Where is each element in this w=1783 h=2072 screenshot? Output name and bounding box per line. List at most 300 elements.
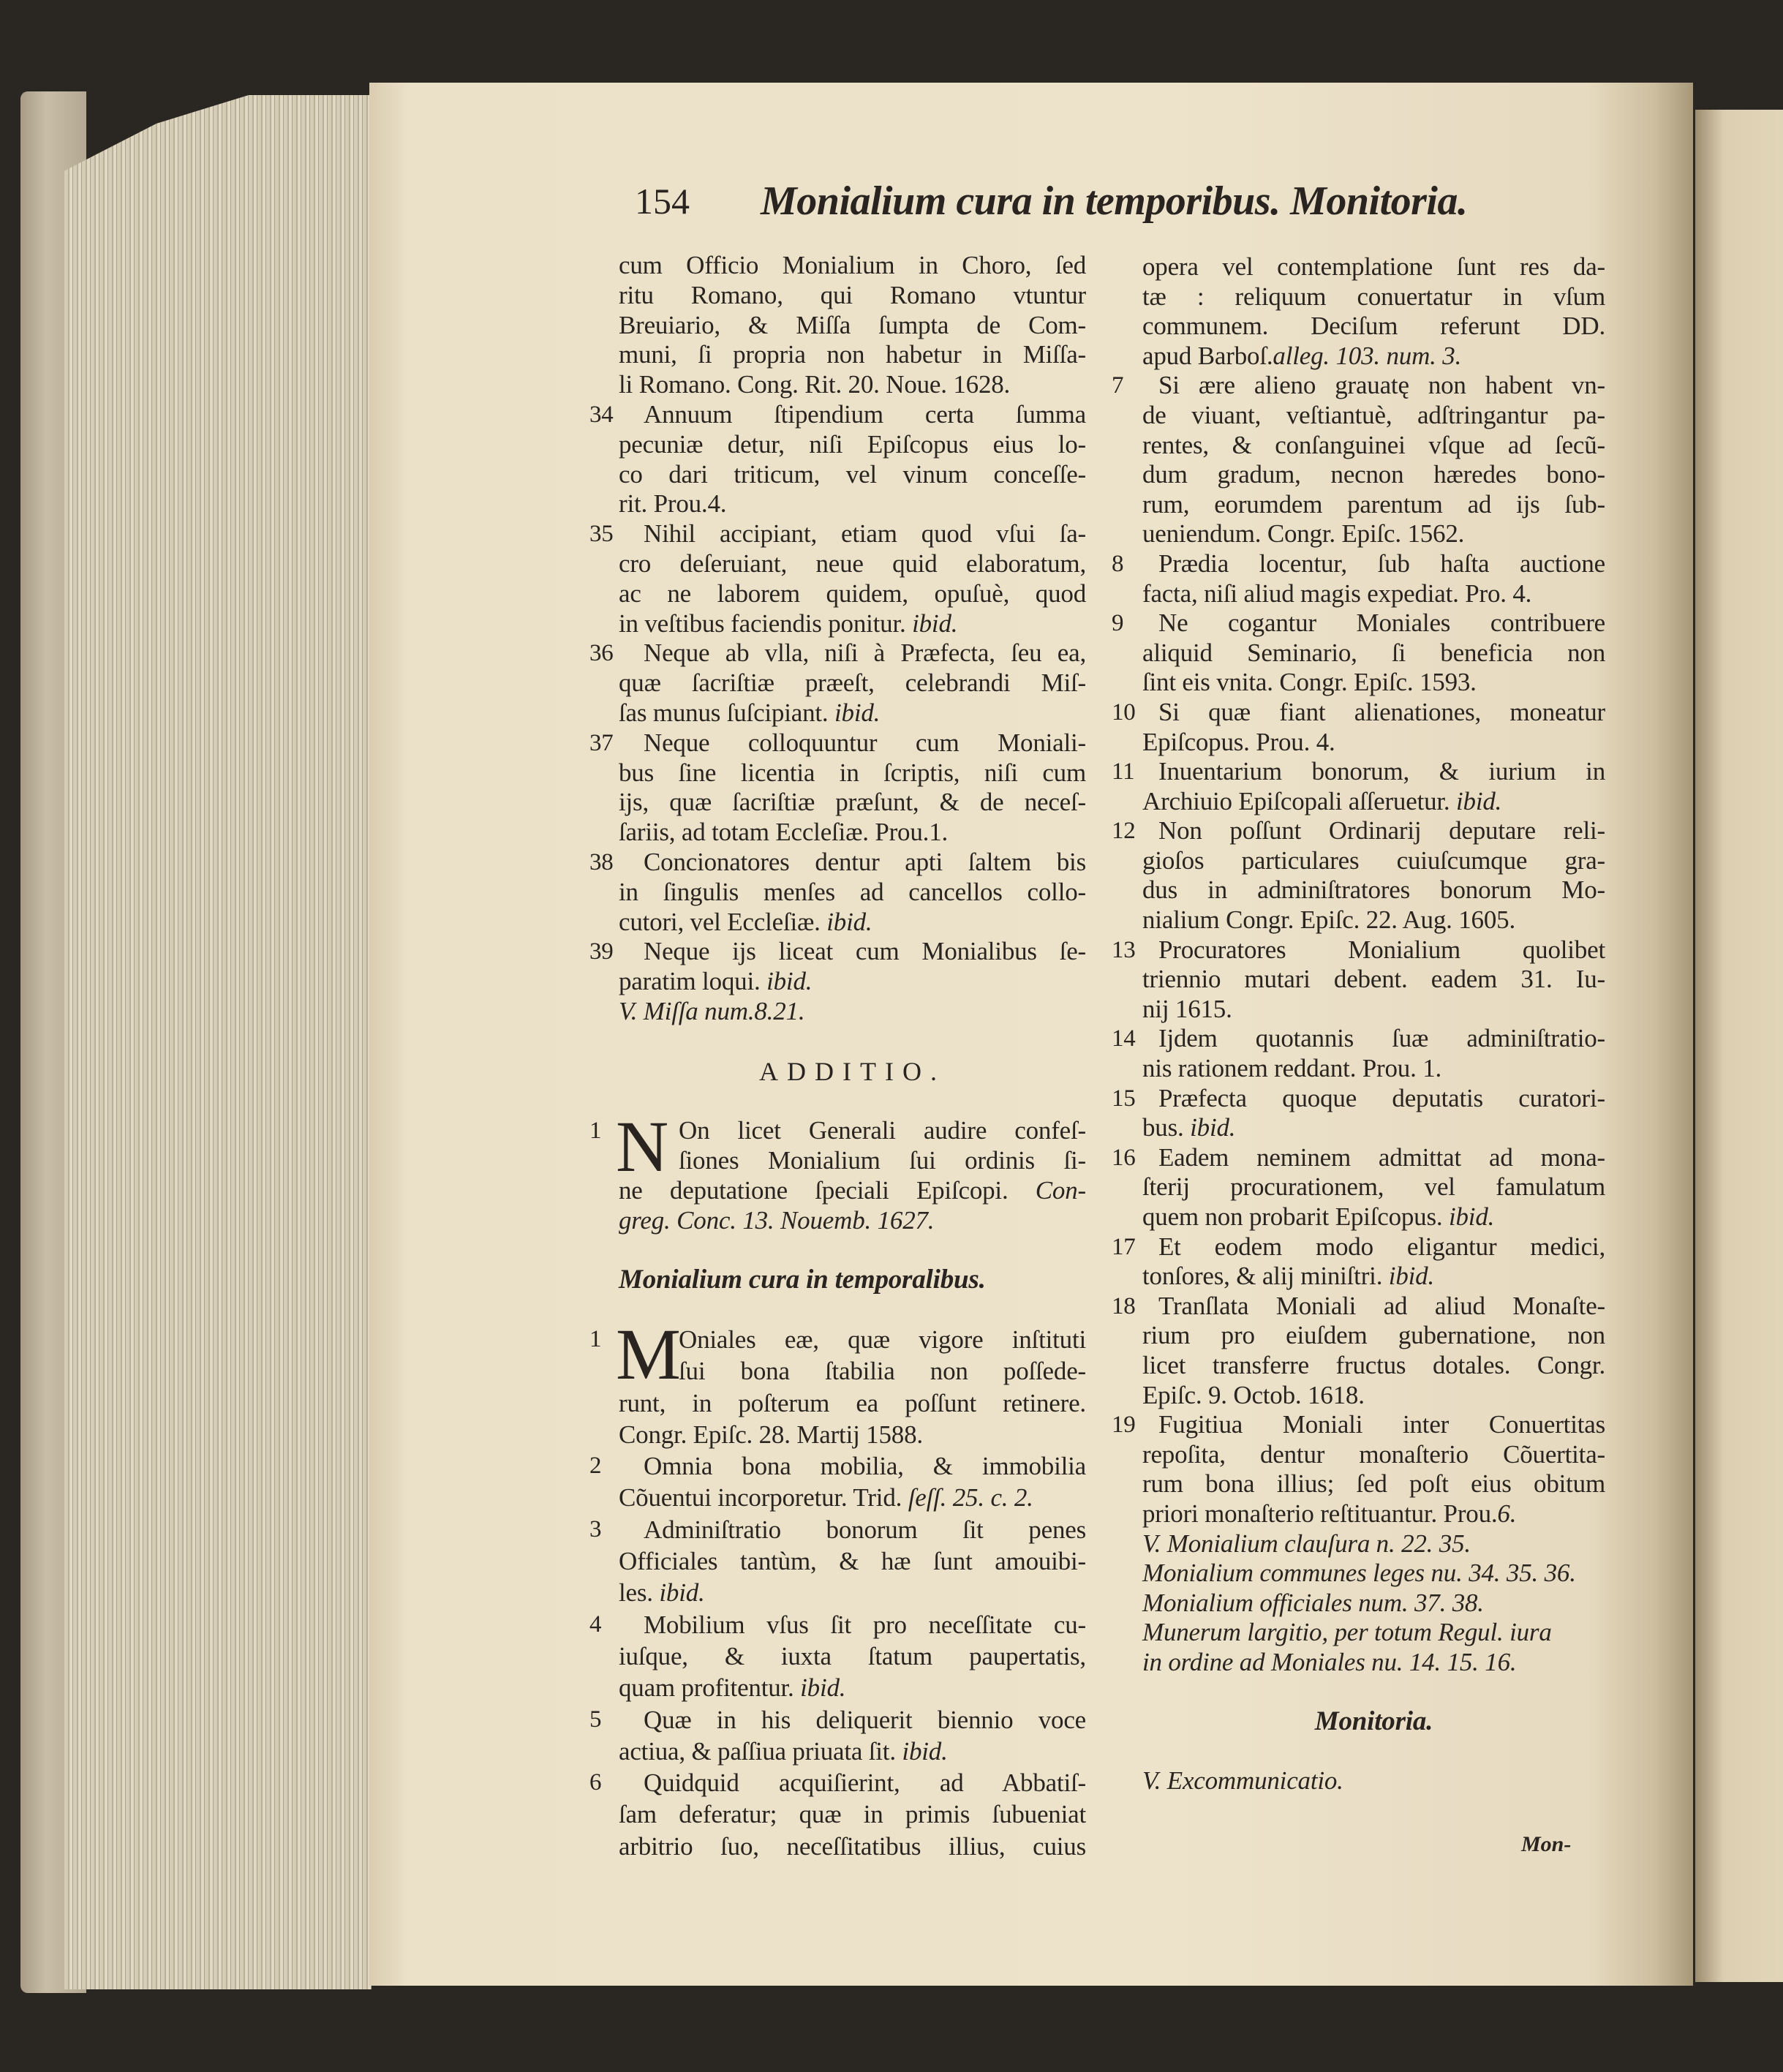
line-text	[619, 997, 804, 1025]
roman-text: ac ne laborem quidem, opuſuè, quod	[619, 579, 1086, 608]
text-line	[1142, 401, 1605, 431]
text-line	[619, 281, 1086, 311]
line-text	[1158, 1143, 1605, 1172]
line-text	[644, 937, 1086, 965]
roman-text: opera vel contemplatione ſunt res da-	[1142, 252, 1605, 281]
text-line	[589, 1767, 1086, 1798]
roman-text: ſariis, ad totam Eccleſiæ. Prou.1.	[619, 818, 949, 847]
roman-text: apud Barboſ.	[1142, 341, 1273, 370]
text-line	[619, 1736, 1086, 1767]
line-text	[679, 1325, 1086, 1354]
line-text	[1158, 1410, 1605, 1439]
italic-text: ibid.	[760, 967, 813, 996]
roman-text: quem non probarit Epiſcopus.	[1142, 1202, 1443, 1231]
roman-text: Breuiario, & Miſſa ſumpta de Com-	[619, 310, 1086, 339]
text-line	[1142, 787, 1605, 817]
item-number: 39	[589, 938, 614, 965]
roman-text: co dari triticum, vel vinum conceſſe-	[619, 459, 1086, 489]
roman-text: rum bona illius; ſed poſt eius obitum	[1142, 1469, 1605, 1499]
roman-text: Ne cogantur Moniales contribuere	[1158, 609, 1605, 638]
line-text	[619, 908, 872, 936]
line-text	[619, 1547, 1086, 1575]
line-text	[1142, 1589, 1484, 1617]
line-text	[1142, 965, 1605, 993]
italic-text: ibid.	[1382, 1262, 1434, 1291]
roman-text: rit. Prou.4.	[619, 489, 727, 519]
italic-text: ibid.	[1183, 1113, 1236, 1142]
italic-text: ibid.	[905, 609, 958, 638]
text-line	[1142, 1321, 1605, 1351]
italic-text: Monialium officiales num. 37. 38.	[1142, 1588, 1484, 1617]
text-line	[619, 579, 1086, 609]
line-text	[1142, 1113, 1235, 1142]
text-line	[1112, 697, 1605, 728]
text-line	[619, 251, 1086, 281]
roman-text: Mobilium vſus ſit pro neceſſitate cu-	[644, 1610, 1086, 1639]
text-line	[1112, 549, 1605, 579]
roman-text: Quæ in his deliquerit biennio voce	[644, 1705, 1086, 1734]
text-line	[1142, 1381, 1605, 1411]
text-line	[1112, 816, 1605, 846]
roman-text: quam profitentur.	[619, 1673, 794, 1703]
roman-text: muni, ſi propria non habetur in Miſſa-	[619, 340, 1086, 369]
drop-cap: M	[616, 1314, 681, 1395]
text-line	[619, 818, 1086, 848]
line-text	[619, 1389, 1086, 1417]
roman-text: ſiones Monialium ſui ordinis ſi-	[679, 1145, 1086, 1175]
line-text	[1158, 816, 1605, 845]
roman-text: Congr. Epiſc. 28. Martij 1588.	[619, 1420, 923, 1449]
page-number: 154	[635, 181, 690, 222]
text-line	[619, 1672, 1086, 1703]
line-text	[619, 609, 957, 638]
roman-text: actiua, & paſſiua priuata ſit.	[619, 1736, 896, 1766]
text-line	[619, 967, 1086, 997]
roman-text: Præfecta quoque deputatis curatori-	[1158, 1083, 1605, 1112]
roman-text: pecuniæ detur, niſi Epiſcopus eius lo-	[619, 429, 1086, 459]
item-number: 36	[589, 640, 614, 667]
text-line	[1142, 905, 1605, 935]
blank-line	[619, 1086, 1086, 1116]
item-number: 37	[589, 729, 614, 756]
cross-reference-line	[1142, 1766, 1605, 1796]
line-text	[644, 1452, 1086, 1480]
line-text	[1142, 519, 1464, 548]
italic-text: 6.	[1497, 1499, 1517, 1528]
text-line	[1142, 1202, 1605, 1232]
item-number: 10	[1112, 698, 1136, 726]
text-line	[619, 549, 1086, 579]
cross-reference-line	[1142, 1589, 1605, 1619]
text-line	[619, 1798, 1086, 1830]
text-line	[1142, 252, 1605, 282]
roman-text: in ſingulis menſes ad cancellos collo-	[619, 877, 1086, 906]
italic-text: ſeſſ. 25. c. 2.	[902, 1483, 1033, 1512]
item-number: 18	[1112, 1292, 1136, 1319]
text-line	[619, 1577, 1086, 1608]
line-text	[1158, 1292, 1605, 1320]
cross-reference-line	[1142, 1529, 1605, 1559]
text-line	[1142, 1262, 1605, 1292]
item-number: 7	[1112, 372, 1124, 399]
line-text	[1142, 668, 1477, 696]
line-text	[1142, 579, 1531, 608]
line-text	[619, 460, 1086, 489]
text-line	[1142, 579, 1605, 609]
text-line	[619, 370, 1086, 400]
line-text	[1142, 875, 1605, 904]
text-line	[589, 937, 1086, 967]
roman-text: rentes, & conſanguinei vſque ad ſecũ-	[1142, 430, 1605, 459]
catchword: Mon-	[1521, 1832, 1572, 1856]
item-number: 15	[1112, 1085, 1136, 1112]
text-line	[619, 698, 1086, 728]
text-line	[619, 1146, 1086, 1176]
roman-text: bus ſine licentia in ſcriptis, niſi cum	[619, 758, 1086, 787]
item-number: 9	[1112, 610, 1124, 637]
line-text	[1142, 460, 1605, 489]
roman-text: Et eodem modo eligantur medici,	[1158, 1232, 1605, 1261]
roman-text: Neque ab vlla, niſi à Præfecta, ſeu ea,	[644, 638, 1086, 668]
line-text	[619, 251, 1086, 279]
line-text	[1142, 282, 1605, 311]
item-number: 1	[589, 1326, 602, 1352]
line-text	[1142, 1618, 1552, 1646]
roman-text: Non poſſunt Ordinarij deputare reli-	[1158, 816, 1605, 845]
line-text	[619, 758, 1086, 787]
line-text	[1142, 1559, 1576, 1587]
roman-text: cutori, vel Eccleſiæ.	[619, 907, 821, 936]
roman-text: rium pro eiuſdem gubernatione, non	[1142, 1321, 1605, 1350]
text-line	[619, 1482, 1086, 1513]
line-text	[619, 1673, 845, 1702]
roman-text: Procuratores Monialium quolibet	[1158, 935, 1605, 964]
line-text	[1142, 1766, 1343, 1795]
text-line	[589, 638, 1086, 668]
text-line	[1112, 757, 1605, 787]
italic-text: V. Excommunicatio.	[1142, 1766, 1343, 1796]
line-text	[1142, 1262, 1434, 1290]
roman-text: repoſita, dentur monaſterio Cõuertita-	[1142, 1439, 1605, 1469]
line-text	[1142, 728, 1335, 756]
italic-text: Con-	[1008, 1175, 1086, 1205]
roman-text: li Romano. Cong. Rit. 20. Noue. 1628.	[619, 370, 1011, 399]
item-number: 8	[1112, 550, 1124, 577]
blank-line	[619, 1235, 1086, 1265]
italic-text: Munerum largitio, per totum Regul. iura	[1142, 1618, 1552, 1647]
roman-text: ſterij procurationem, vel famulatum	[1142, 1172, 1605, 1202]
text-line	[619, 668, 1086, 698]
text-line	[619, 1419, 1086, 1450]
text-line	[1142, 1469, 1605, 1499]
roman-text: arbitrio ſuo, neceſſitatibus illius, cuius	[619, 1831, 1086, 1861]
roman-text: triennio mutari debent. eadem 31. Iu-	[1142, 965, 1605, 994]
text-line	[1112, 1410, 1605, 1440]
line-text	[1142, 1469, 1605, 1498]
item-number: 38	[589, 848, 614, 875]
text-line	[619, 908, 1086, 938]
text-line	[619, 430, 1086, 460]
line-text	[1142, 846, 1605, 875]
roman-text: Annuum ſtipendium certa ſumma	[644, 399, 1086, 429]
roman-text: Fugitiua Moniali inter Conuertitas	[1158, 1410, 1605, 1439]
line-text	[1158, 549, 1605, 578]
line-text	[679, 1116, 1086, 1145]
line-text	[619, 340, 1086, 369]
section-heading: Monialium cura in temporalibus.	[619, 1265, 986, 1295]
line-text	[1158, 698, 1605, 726]
line-text	[1158, 935, 1605, 964]
line-text	[619, 549, 1086, 578]
text-line	[1112, 371, 1605, 401]
italic-text: ibid.	[1442, 1202, 1495, 1231]
text-line	[1142, 1054, 1605, 1084]
cross-reference-line	[1142, 1648, 1605, 1678]
text-line	[619, 788, 1086, 818]
roman-text: in veſtibus faciendis ponitur.	[619, 609, 906, 638]
line-text	[1142, 995, 1232, 1023]
roman-text: On licet Generali audire confeſ-	[679, 1116, 1086, 1145]
text-line	[619, 340, 1086, 370]
roman-text: dus in adminiſtratores bonorum Mo-	[1142, 875, 1605, 905]
italic-text: ibid.	[652, 1578, 705, 1608]
text-line	[619, 1355, 1086, 1387]
italic-text: ibid.	[794, 1673, 846, 1703]
roman-text: licet transferre fructus dotales. Congr.	[1142, 1350, 1605, 1379]
line-text	[619, 668, 1086, 697]
roman-text: ritu Romano, qui Romano vtuntur	[619, 280, 1086, 309]
line-text	[1142, 1172, 1605, 1201]
line-text	[1142, 252, 1605, 281]
text-line	[1142, 728, 1605, 758]
line-text	[619, 1832, 1086, 1861]
line-text	[644, 400, 1086, 429]
italic-text: ibid.	[895, 1736, 948, 1766]
line-text	[1142, 401, 1605, 429]
text-line	[619, 1206, 1086, 1236]
text-line	[1142, 519, 1605, 549]
italic-text: ibid.	[820, 907, 872, 936]
text-line	[1112, 1142, 1605, 1173]
italic-text: V. Miſſa num.8.21.	[619, 996, 805, 1025]
line-text	[644, 1515, 1086, 1544]
roman-text: les.	[619, 1578, 653, 1608]
roman-text: Officiales tantùm, & hæ ſunt amouibi-	[619, 1547, 1086, 1576]
text-line	[1142, 431, 1605, 461]
line-text	[619, 1176, 1086, 1205]
italic-text: ibid.	[828, 698, 881, 727]
line-text	[1142, 1202, 1494, 1231]
line-text	[619, 1483, 1033, 1512]
text-line	[1112, 1024, 1605, 1054]
line-text	[644, 728, 1086, 757]
italic-text: ibid.	[1450, 786, 1502, 815]
blank-line	[619, 1027, 1086, 1057]
item-number: 1	[589, 1118, 602, 1145]
line-text	[619, 698, 880, 727]
line-text	[619, 878, 1086, 906]
line-text	[619, 579, 1086, 608]
blank-line	[1142, 1678, 1605, 1708]
line-text	[1142, 342, 1461, 370]
text-line	[1142, 668, 1605, 698]
roman-text: de viuant, veſtiantuè, adſtringantur pa-	[1142, 400, 1605, 429]
line-text	[1142, 1499, 1516, 1528]
text-line	[1142, 490, 1605, 520]
text-line	[1142, 312, 1605, 342]
text-line	[589, 519, 1086, 549]
cross-reference-line	[1142, 1618, 1605, 1648]
roman-text: tonſores, & alij miniſtri.	[1142, 1262, 1383, 1291]
italic-text: V. Monialium clauſura n. 22. 35.	[1142, 1529, 1471, 1558]
running-title: Monialium cura in temporibus. Monitoria.	[761, 178, 1468, 224]
roman-text: nis rationem reddant. Prou. 1.	[1142, 1054, 1442, 1083]
item-number: 3	[589, 1515, 602, 1542]
text-line	[1142, 1113, 1605, 1143]
italic-text: Monialium communes leges nu. 34. 35. 36.	[1142, 1559, 1576, 1588]
roman-text: tæ : reliquum conuertatur in vſum	[1142, 282, 1605, 311]
roman-text: bus.	[1142, 1113, 1184, 1142]
line-text	[644, 1610, 1086, 1639]
text-line	[1142, 1440, 1605, 1470]
page-edges	[64, 95, 372, 1989]
text-line	[1142, 1172, 1605, 1202]
line-text	[1142, 1529, 1471, 1558]
roman-text: rum, eorumdem parentum ad ijs ſub-	[1142, 489, 1605, 519]
item-number: 2	[589, 1453, 602, 1480]
left-column-lower	[589, 1314, 1086, 1862]
text-line	[1142, 282, 1605, 312]
text-line	[619, 1545, 1086, 1577]
line-text	[1142, 1440, 1605, 1469]
roman-text: Tranſlata Moniali ad aliud Monaſte-	[1158, 1291, 1605, 1320]
text-line	[619, 758, 1086, 788]
roman-text: ſam deferatur; quæ in primis ſubueniat	[619, 1800, 1086, 1829]
roman-text: Omnia bona mobilia, & immobilia	[644, 1452, 1086, 1481]
section-heading: ADDITIO.	[759, 1056, 946, 1086]
line-text	[1142, 1321, 1605, 1349]
line-text	[644, 519, 1086, 548]
text-line	[1112, 609, 1605, 638]
roman-text: Archiuio Epiſcopali aſſeruetur.	[1142, 786, 1450, 815]
text-line	[1112, 1083, 1605, 1114]
roman-text: nij 1615.	[1142, 994, 1232, 1023]
roman-text: cro deſeruiant, neue quid elaboratum,	[619, 549, 1086, 578]
item-number: 11	[1112, 758, 1135, 786]
text-line	[589, 1450, 1086, 1482]
text-line	[619, 1176, 1086, 1206]
item-number: 13	[1112, 936, 1136, 963]
roman-text: cum Officio Monialium in Choro, ſed	[619, 251, 1086, 279]
item-number: 4	[589, 1610, 602, 1638]
text-line	[1112, 1291, 1605, 1322]
line-text	[619, 818, 948, 846]
line-text	[619, 1737, 948, 1766]
roman-text: Epiſcopus. Prou. 4.	[1142, 727, 1335, 756]
line-text	[619, 1578, 705, 1607]
roman-text: nialium Congr. Epiſc. 22. Aug. 1605.	[1142, 905, 1516, 935]
roman-text: facta, niſi aliud magis expediat. Pro. 4.	[1142, 579, 1532, 608]
line-text	[679, 1146, 1086, 1175]
roman-text: priori monaſterio reſtituantur. Prou.	[1142, 1499, 1498, 1528]
line-text	[1158, 609, 1605, 637]
roman-text: paratim loqui.	[619, 967, 761, 996]
item-number: 6	[589, 1769, 602, 1796]
line-text	[1142, 1351, 1605, 1379]
item-number: 14	[1112, 1025, 1136, 1052]
roman-text: gioſos particulares cuiuſcumque gra-	[1142, 845, 1605, 875]
roman-text: Inuentarium bonorum, & iurium in	[1158, 757, 1605, 786]
item-number: 12	[1112, 818, 1136, 845]
text-line	[1142, 875, 1605, 905]
text-line	[589, 1514, 1086, 1545]
text-line	[619, 311, 1086, 341]
roman-text: Adminiſtratio bonorum ſit penes	[644, 1515, 1086, 1544]
line-text	[679, 1357, 1086, 1385]
line-text	[619, 281, 1086, 309]
text-line	[1112, 1232, 1605, 1262]
line-text	[619, 370, 1010, 399]
text-line	[1142, 965, 1605, 995]
line-text	[644, 848, 1086, 876]
line-text	[619, 430, 1086, 459]
text-line	[1142, 460, 1605, 490]
line-text	[1142, 1648, 1516, 1676]
line-text	[1158, 757, 1605, 786]
roman-text: iuſque, & iuxta ſtatum paupertatis,	[619, 1641, 1086, 1670]
line-text	[619, 788, 1086, 816]
roman-text: Nihil accipiant, etiam quod vſui ſa-	[644, 519, 1086, 549]
italic-text: alleg. 103. num. 3.	[1273, 341, 1462, 370]
roman-text: ijs, quæ ſacriſtiæ præſunt, & de neceſ-	[619, 788, 1086, 817]
drop-cap: N	[616, 1106, 669, 1188]
text-line	[589, 728, 1086, 758]
line-text	[1142, 431, 1605, 459]
roman-text: Oniales eæ, quæ vigore inſtituti	[679, 1325, 1086, 1354]
cross-reference-line	[619, 997, 1086, 1027]
roman-text: ueniendum. Congr. Epiſc. 1562.	[1142, 519, 1465, 549]
right-column	[1112, 252, 1605, 1796]
line-text	[1142, 905, 1515, 934]
roman-text: Neque ijs liceat cum Monialibus ſe-	[644, 937, 1086, 966]
item-number: 34	[589, 401, 614, 428]
text-line	[619, 460, 1086, 490]
text-line	[1142, 638, 1605, 668]
line-text	[1142, 1054, 1441, 1082]
roman-text: Ijdem quotannis ſuæ adminiſtratio-	[1158, 1024, 1605, 1053]
line-text	[644, 1768, 1086, 1797]
section-heading: Monitoria.	[1314, 1706, 1433, 1737]
roman-text: runt, in poſterum ea poſſunt retinere.	[619, 1388, 1086, 1417]
item-number: 5	[589, 1706, 602, 1733]
text-line	[1142, 342, 1605, 372]
line-text	[1158, 1024, 1605, 1052]
line-text	[1158, 1232, 1605, 1261]
line-text	[619, 1420, 923, 1449]
line-text	[1142, 490, 1605, 519]
line-text	[1158, 1084, 1605, 1112]
text-line	[1142, 1351, 1605, 1381]
roman-text: Neque colloquuntur cum Moniali-	[644, 728, 1086, 757]
line-text	[619, 1800, 1086, 1828]
line-text	[644, 638, 1086, 667]
item-number: 16	[1112, 1144, 1136, 1171]
blank-line	[1142, 1737, 1605, 1767]
text-line	[1142, 1499, 1605, 1529]
facing-page-edge	[1695, 110, 1783, 1982]
text-line	[619, 1831, 1086, 1862]
text-line	[619, 489, 1086, 519]
